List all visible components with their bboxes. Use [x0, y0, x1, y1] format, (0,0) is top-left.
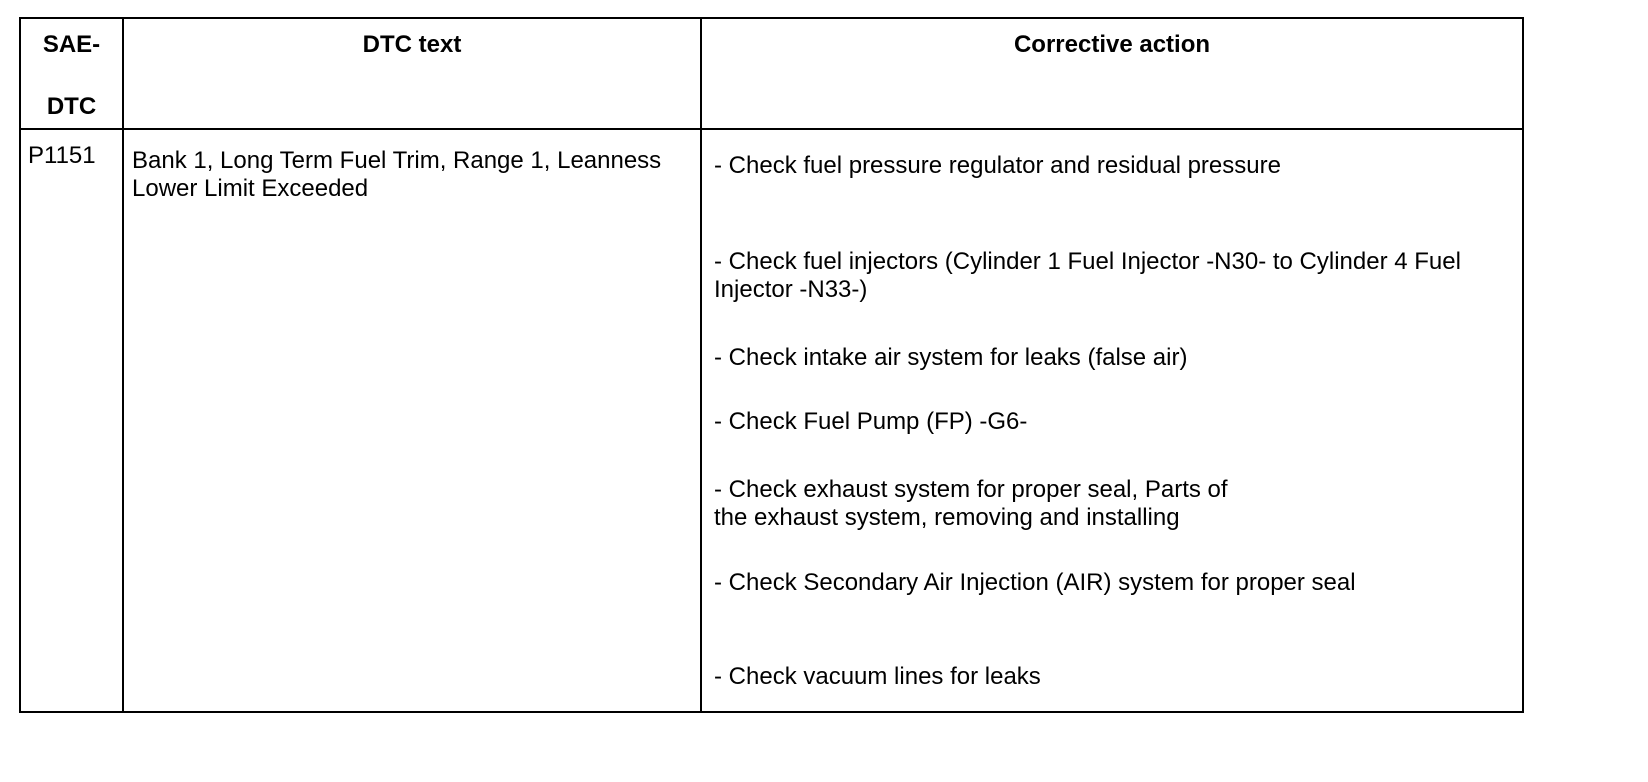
action-item: - Check exhaust system for proper seal, Parts of: [714, 476, 1228, 503]
action-item: - Check fuel pressure regulator and residual pressure: [714, 152, 1281, 179]
action-item: - Check Fuel Pump (FP) -G6-: [714, 408, 1028, 435]
header-sae-dtc: [20, 18, 123, 129]
header-sae-line1: SAE-: [42, 31, 101, 58]
action-item: - Check fuel injectors (Cylinder 1 Fuel Injector -N30- to Cylinder 4 Fuel Injector -N33-): [714, 248, 1461, 303]
table-header-row: [20, 18, 1523, 129]
header-dtc-text: [123, 18, 701, 129]
action-item: - Check intake air system for leaks (false air): [714, 344, 1188, 371]
header-sae-line2: DTC: [46, 93, 97, 120]
action-item-continuation: the exhaust system, removing and installing: [714, 504, 1180, 531]
header-corrective-action-label: Corrective action: [1013, 31, 1211, 58]
header-corrective-action: [701, 18, 1523, 129]
table-row: [20, 129, 1523, 712]
action-item: - Check Secondary Air Injection (AIR) system for proper seal: [714, 569, 1356, 596]
action-item: - Check vacuum lines for leaks: [714, 663, 1041, 690]
header-dtc-text-label: DTC text: [362, 31, 462, 58]
dtc-code-cell: P1151: [20, 129, 123, 712]
dtc-table: [19, 17, 1524, 713]
corrective-action-cell: [701, 129, 1523, 712]
dtc-text-cell: Bank 1, Long Term Fuel Trim, Range 1, Leanness Lower Limit Exceeded: [123, 129, 701, 712]
